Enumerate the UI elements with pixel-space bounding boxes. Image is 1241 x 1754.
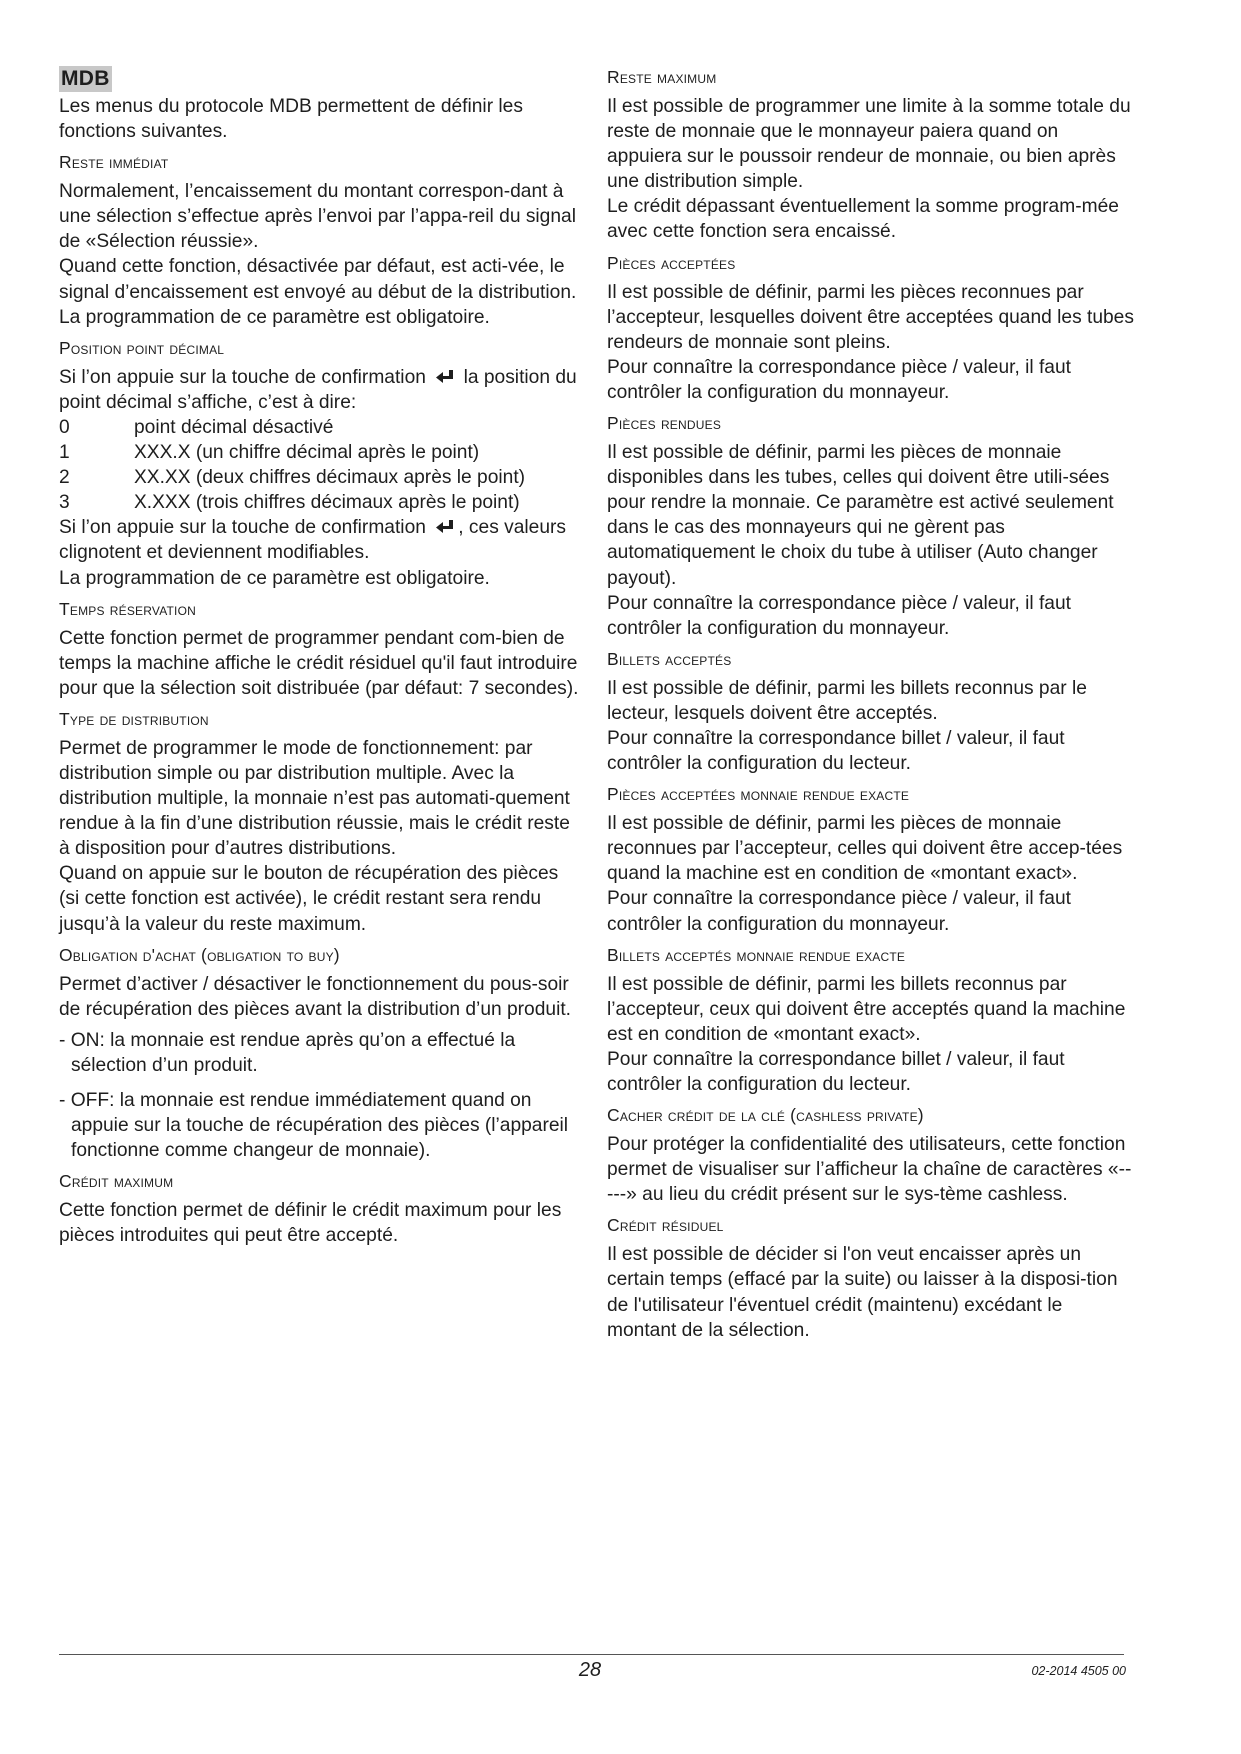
paragraph: La programmation de ce paramètre est obligatoire.	[59, 567, 490, 589]
option-text: XXX.X (un chiffre décimal après le point)	[134, 442, 480, 464]
paragraph	[59, 365, 579, 415]
list-item	[59, 415, 579, 440]
heading-obligation-achat: Obligation d'achat (obligation to buy)	[59, 944, 340, 965]
intro-text: Les menus du protocole MDB permettent de définir les fonctions suivantes.	[59, 96, 523, 143]
option-text: XX.XX (deux chiffres décimaux après le point)	[134, 467, 526, 489]
paragraph: Pour connaître la correspondance pièce / valeur, il faut contrôler la configuration du monnayeur.	[607, 888, 1071, 935]
paragraph: Il est possible de définir, parmi les billets reconnus par l’accepteur, ceux qui doivent être acceptés quand la machine est en condition de «montant exact».	[607, 973, 1126, 1045]
text-fragment: Si l’on appuie sur la touche de confirmation	[59, 517, 426, 539]
left-column	[59, 66, 579, 1248]
heading-temps-reservation: Temps réservation	[59, 598, 196, 619]
paragraph: Il est possible de définir, parmi les billets reconnus par le lecteur, lesquels doivent être acceptés.	[607, 677, 1087, 724]
paragraph: Il est possible de décider si l'on veut encaisser après un certain temps (effacé par la suite) ou laisser à la disposi-tion de l'utilisateur l'éventuel crédit (maintenu) excédant le montant de la sélection.	[607, 1244, 1118, 1341]
paragraph: Permet d’activer / désactiver le fonctionnement du pous-soir de récupération des pièces avant la distribution d’un produit.	[59, 973, 571, 1020]
option-number: 1	[59, 442, 70, 464]
list-item	[59, 440, 579, 465]
text-fragment: la position du point décimal s’affiche, c’est à dire:	[59, 366, 577, 413]
heading-credit-maximum: Crédit maximum	[59, 1171, 174, 1192]
option-number: 3	[59, 492, 70, 514]
footer-divider	[59, 1654, 1124, 1655]
heading-billets-exacte: Billets acceptés monnaie rendue exacte	[607, 944, 906, 965]
text-fragment: Si l’on appuie sur la touche de confirmation	[59, 366, 426, 388]
option-number: 0	[59, 416, 70, 438]
paragraph: Il est possible de programmer une limite à la somme totale du reste de monnaie que le monnayeur paiera quand on appuiera sur le poussoir rendeur de monnaie, ou bien après une distribution simple.	[607, 96, 1131, 193]
heading-cacher-credit: Cacher crédit de la clé (cashless private)	[607, 1105, 924, 1126]
heading-reste-immediat: Reste immédiat	[59, 152, 169, 173]
heading-credit-residuel: Crédit résiduel	[607, 1215, 724, 1236]
decimal-options-list	[59, 415, 579, 515]
paragraph: Quand cette fonction, désactivée par défaut, est acti-vée, le signal d’encaissement est envoyé au début de la distribution.	[59, 256, 577, 303]
paragraph: Pour connaître la correspondance pièce / valeur, il faut contrôler la configuration du monnayeur.	[607, 356, 1071, 403]
paragraph: Il est possible de définir, parmi les pièces de monnaie disponibles dans les tubes, celles qui doivent être utili-sées pour rendre la monnaie. Ce paramètre est activé seulement dans le cas des monnayeurs qui ne gèrent pas automatiquement le choix du tube à utiliser (Auto changer payout).	[607, 442, 1114, 589]
paragraph: La programmation de ce paramètre est obligatoire.	[59, 306, 490, 328]
option-number: 2	[59, 467, 70, 489]
document-code: 02-2014 4505 00	[1031, 1664, 1126, 1678]
paragraph: Pour connaître la correspondance pièce / valeur, il faut contrôler la configuration du monnayeur.	[607, 592, 1071, 639]
section-title: MDB	[61, 67, 110, 90]
paragraph: Il est possible de définir, parmi les pièces reconnues par l’accepteur, lesquelles doivent être acceptées quand les tubes rendeurs de monnaie sont pleins.	[607, 281, 1134, 353]
paragraph: Pour connaître la correspondance billet / valeur, il faut contrôler la configuration du lecteur.	[607, 1048, 1065, 1095]
paragraph: Cette fonction permet de définir le crédit maximum pour les pièces introduites qui peut être accepté.	[59, 1200, 562, 1247]
right-column	[607, 66, 1135, 1343]
paragraph: Normalement, l’encaissement du montant correspon-dant à une sélection s’effectue après l’envoi par l’appa-reil du signal de «Sélection réussie».	[59, 181, 576, 253]
paragraph: Il est possible de définir, parmi les pièces de monnaie reconnues par l’accepteur, celles qui doivent être accep-tées quand la machine est en condition de «montant exact».	[607, 813, 1123, 885]
text-fragment: , ces valeurs clignotent et deviennent modifiables.	[59, 517, 566, 564]
paragraph: Pour protéger la confidentialité des utilisateurs, cette fonction permet de visualiser sur l’afficheur la chaîne de caractères «-----» au lieu du crédit présent sur le sys-tème cashless.	[607, 1134, 1132, 1206]
list-item	[59, 465, 579, 490]
list-item	[59, 490, 579, 515]
paragraph: Permet de programmer le mode de fonctionnement: par distribution simple ou par distribution multiple. Avec la distribution multiple, la monnaie n’est pas automati-quement rendue à la fin d’une distribution réussie, mais le crédit reste à disposition pour d’autres distributions.	[59, 737, 570, 860]
paragraph: Le crédit dépassant éventuellement la somme program-mée avec cette fonction sera encaissé.	[607, 196, 1119, 243]
paragraph: Quand on appuie sur le bouton de récupération des pièces (si cette fonction est activée), le crédit restant sera rendu jusqu’à la valeur du reste maximum.	[59, 863, 559, 935]
list-item: - ON: la monnaie est rendue après qu’on a effectué la sélection d’un produit.	[59, 1029, 516, 1076]
heading-pieces-exacte: Pièces acceptées monnaie rendue exacte	[607, 784, 910, 805]
heading-pieces-acceptees: Pièces acceptées	[607, 252, 736, 273]
option-text: X.XXX (trois chiffres décimaux après le point)	[134, 492, 520, 514]
option-text: point décimal désactivé	[134, 416, 334, 438]
paragraph: Cette fonction permet de programmer pendant com-bien de temps la machine affiche le crédit résiduel qu'il faut introduire pour que la sélection soit distribuée (par défaut: 7 secondes).	[59, 627, 579, 699]
heading-reste-maximum: Reste maximum	[607, 67, 717, 87]
heading-pieces-rendues: Pièces rendues	[607, 413, 722, 434]
heading-type-distribution: Type de distribution	[59, 708, 209, 729]
enter-key-icon	[434, 519, 455, 536]
paragraph	[59, 515, 579, 565]
heading-position-point: Position point décimal	[59, 337, 225, 358]
heading-billets-acceptes: Billets acceptés	[607, 648, 732, 669]
paragraph: Pour connaître la correspondance billet / valeur, il faut contrôler la configuration du lecteur.	[607, 727, 1065, 775]
list-item: - OFF: la monnaie est rendue immédiatement quand on appuie sur la touche de récupération des pièces (l’appareil fonctionne comme changeur de monnaie).	[59, 1090, 569, 1162]
enter-key-icon	[434, 369, 455, 386]
page-number: 28	[578, 1659, 602, 1681]
